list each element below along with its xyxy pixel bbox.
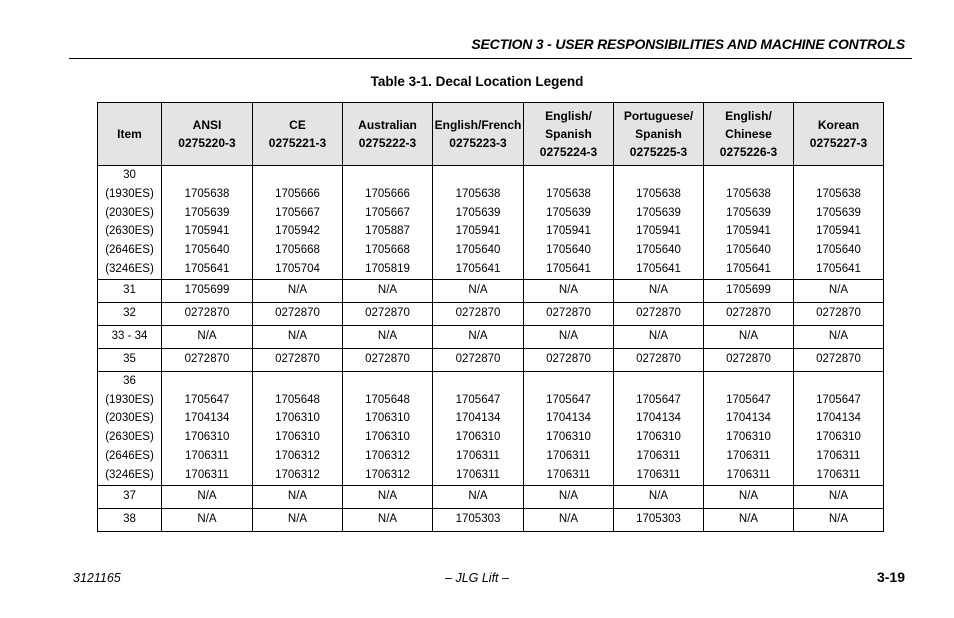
part-number-cell — [343, 166, 433, 280]
part-number-cell — [794, 279, 884, 302]
part-number-cell — [794, 302, 884, 325]
part-number-cell — [704, 371, 794, 485]
column-header-line: ANSI — [192, 118, 222, 132]
part-number: N/A — [377, 490, 398, 503]
part-number: N/A — [738, 490, 759, 503]
part-number-cell — [614, 166, 704, 280]
part-number: 1706311 — [726, 468, 771, 481]
part-number: 1705941 — [636, 225, 681, 238]
part-number-cell — [704, 325, 794, 348]
part-number: 1706310 — [455, 431, 501, 444]
column-header-line: 0275227-3 — [809, 136, 868, 150]
part-number-cell — [704, 485, 794, 508]
part-number-cell — [253, 508, 343, 531]
part-number: 1704134 — [455, 412, 501, 425]
part-number: 1705638 — [546, 187, 591, 200]
part-number: N/A — [738, 513, 759, 526]
part-number: 1705941 — [184, 225, 230, 238]
part-number-cell — [253, 279, 343, 302]
part-number: 1705640 — [726, 244, 771, 257]
part-number: 1705699 — [184, 284, 230, 297]
part-number: 1705639 — [455, 206, 501, 219]
part-number: 1705640 — [184, 244, 230, 257]
part-number: 1705641 — [184, 262, 230, 275]
part-number: N/A — [558, 513, 579, 526]
part-number: N/A — [287, 330, 308, 343]
part-number-cell — [433, 508, 524, 531]
column-header — [433, 103, 524, 166]
part-number-cell — [162, 325, 253, 348]
section-header: SECTION 3 - USER RESPONSIBILITIES AND MACHINE CONTROLS — [471, 36, 905, 52]
part-number: 1706312 — [365, 449, 410, 462]
item-line: (2030ES) — [105, 412, 154, 425]
part-number-cell — [524, 485, 614, 508]
part-number: N/A — [377, 513, 398, 526]
part-number-cell — [433, 166, 524, 280]
part-number: 1705667 — [275, 206, 320, 219]
part-number-cell — [433, 371, 524, 485]
part-number: 1705640 — [816, 244, 861, 257]
part-number-cell — [524, 508, 614, 531]
part-number-cell — [162, 302, 253, 325]
part-number: 1706311 — [456, 468, 500, 481]
part-number-cell — [614, 371, 704, 485]
part-number-cell — [343, 348, 433, 371]
cell-spacer — [343, 372, 432, 391]
part-number-cell — [524, 166, 614, 280]
item-line: 31 — [123, 284, 136, 297]
decal-location-table — [97, 102, 884, 532]
part-number-cell — [614, 302, 704, 325]
part-number: 1705819 — [365, 262, 410, 275]
part-number: 0272870 — [365, 307, 410, 320]
cell-spacer — [162, 372, 252, 391]
part-number: 0272870 — [726, 307, 771, 320]
header-rule — [69, 58, 912, 59]
item-cell — [98, 348, 162, 371]
part-number-cell — [704, 279, 794, 302]
part-number: 1705639 — [184, 206, 230, 219]
part-number-cell — [433, 302, 524, 325]
part-number: 1705648 — [365, 393, 410, 406]
part-number: N/A — [648, 284, 669, 297]
item-line: (2646ES) — [105, 244, 154, 257]
part-number: 1705638 — [184, 187, 230, 200]
part-number-cell — [253, 348, 343, 371]
part-number: 1706312 — [365, 468, 410, 481]
table-body — [98, 166, 884, 532]
part-number-cell — [524, 325, 614, 348]
part-number: 0272870 — [636, 353, 681, 366]
part-number: 1704134 — [184, 412, 230, 425]
item-cell — [98, 485, 162, 508]
part-number: 1705641 — [816, 262, 861, 275]
cell-spacer — [433, 372, 523, 391]
column-header-line: Spanish — [635, 127, 682, 141]
cell-spacer — [524, 372, 613, 391]
part-number: 0272870 — [275, 307, 320, 320]
cell-spacer — [253, 372, 342, 391]
part-number: 1706311 — [456, 449, 500, 462]
part-number-cell — [614, 508, 704, 531]
item-line: 37 — [123, 490, 136, 503]
item-line: 36 — [123, 374, 136, 387]
part-number-cell — [433, 348, 524, 371]
item-cell — [98, 508, 162, 531]
part-number: 1704134 — [816, 412, 861, 425]
part-number-cell — [343, 485, 433, 508]
column-header-line: 0275223-3 — [449, 136, 507, 150]
part-number-cell — [343, 302, 433, 325]
part-number: 1706310 — [546, 431, 591, 444]
part-number: N/A — [648, 330, 669, 343]
part-number: 1705641 — [455, 262, 501, 275]
cell-spacer — [524, 166, 613, 185]
part-number: N/A — [197, 330, 217, 343]
part-number: 1706311 — [816, 468, 861, 481]
part-number: 1705638 — [636, 187, 681, 200]
part-number: N/A — [558, 490, 579, 503]
part-number: 1706311 — [185, 449, 229, 462]
cell-spacer — [614, 166, 703, 185]
column-header-line: 0275222-3 — [358, 136, 417, 150]
part-number: 1706311 — [636, 449, 681, 462]
part-number: 1705647 — [184, 393, 230, 406]
part-number-cell — [614, 325, 704, 348]
column-header — [614, 103, 704, 166]
cell-spacer — [433, 166, 523, 185]
part-number-cell — [253, 325, 343, 348]
table-row — [98, 279, 884, 302]
part-number-cell — [162, 279, 253, 302]
item-line: (2630ES) — [105, 225, 154, 238]
cell-spacer — [162, 166, 252, 185]
cell-spacer — [343, 166, 432, 185]
part-number-cell — [704, 302, 794, 325]
part-number: N/A — [828, 284, 849, 297]
column-header — [162, 103, 253, 166]
column-header-line: Spanish — [545, 127, 592, 141]
footer-brand: – JLG Lift – — [445, 571, 509, 585]
part-number-cell — [162, 485, 253, 508]
part-number: 1705641 — [726, 262, 771, 275]
part-number: 1706310 — [365, 431, 410, 444]
part-number: 1705647 — [636, 393, 681, 406]
part-number: N/A — [558, 284, 579, 297]
table-row — [98, 508, 884, 531]
part-number: 1706312 — [275, 449, 320, 462]
part-number: 1706311 — [546, 449, 591, 462]
part-number: 1705666 — [275, 187, 320, 200]
part-number: 1706310 — [275, 412, 320, 425]
column-header-line: Korean — [817, 118, 860, 132]
part-number: N/A — [197, 513, 217, 526]
part-number-cell — [162, 371, 253, 485]
part-number-cell — [253, 302, 343, 325]
part-number: 1705667 — [365, 206, 410, 219]
cell-spacer — [704, 166, 793, 185]
part-number-cell — [162, 508, 253, 531]
part-number: 1705638 — [726, 187, 771, 200]
part-number: 1706311 — [185, 468, 229, 481]
part-number: 1705641 — [636, 262, 681, 275]
item-line: (2630ES) — [105, 431, 154, 444]
cell-spacer — [614, 372, 703, 391]
table-row — [98, 166, 884, 280]
part-number: N/A — [287, 513, 308, 526]
part-number-cell — [794, 508, 884, 531]
column-header-line: 0275220-3 — [178, 136, 236, 150]
part-number-cell — [614, 485, 704, 508]
item-line: (3246ES) — [105, 262, 154, 275]
table-row — [98, 302, 884, 325]
part-number: 0272870 — [816, 307, 861, 320]
part-number-cell — [343, 325, 433, 348]
part-number: 1705941 — [546, 225, 591, 238]
part-number: N/A — [468, 490, 488, 503]
part-number: 0272870 — [636, 307, 681, 320]
table-row — [98, 485, 884, 508]
item-line: 35 — [123, 353, 136, 366]
part-number-cell — [162, 166, 253, 280]
document-number: 3121165 — [73, 571, 121, 585]
part-number-cell — [794, 371, 884, 485]
part-number: 0272870 — [184, 353, 230, 366]
part-number: 1705699 — [726, 284, 771, 297]
column-header-line: 0275221-3 — [268, 136, 327, 150]
part-number: 1706311 — [816, 449, 861, 462]
part-number: 1705941 — [726, 225, 771, 238]
part-number: 0272870 — [546, 307, 591, 320]
part-number-cell — [343, 508, 433, 531]
column-header-line: Portuguese/ — [623, 109, 694, 123]
cell-spacer — [253, 166, 342, 185]
part-number: 1705639 — [636, 206, 681, 219]
part-number: N/A — [377, 284, 398, 297]
column-header — [253, 103, 343, 166]
part-number-cell — [614, 279, 704, 302]
column-header-line: 0275224-3 — [539, 145, 598, 159]
part-number: 1706310 — [184, 431, 230, 444]
part-number-cell — [524, 371, 614, 485]
part-number: 1705303 — [636, 513, 681, 526]
part-number: 1706311 — [636, 468, 681, 481]
table-row — [98, 371, 884, 485]
item-cell — [98, 325, 162, 348]
part-number-cell — [433, 325, 524, 348]
item-line: 38 — [123, 513, 136, 526]
part-number-cell — [343, 279, 433, 302]
part-number: 1705640 — [546, 244, 591, 257]
part-number: 1705647 — [455, 393, 501, 406]
part-number: 1705303 — [455, 513, 501, 526]
part-number-cell — [433, 485, 524, 508]
part-number-cell — [614, 348, 704, 371]
part-number: 0272870 — [816, 353, 861, 366]
column-header-line: Chinese — [725, 127, 772, 141]
part-number-cell — [794, 325, 884, 348]
part-number: N/A — [828, 490, 849, 503]
part-number: 1705668 — [365, 244, 410, 257]
part-number: 0272870 — [184, 307, 230, 320]
item-line: (3246ES) — [105, 468, 154, 481]
part-number: 1706310 — [726, 431, 771, 444]
part-number: 0272870 — [546, 353, 591, 366]
item-line: (2646ES) — [105, 449, 154, 462]
part-number: 1705647 — [816, 393, 861, 406]
part-number-cell — [253, 166, 343, 280]
part-number: 0272870 — [365, 353, 410, 366]
part-number: N/A — [468, 330, 488, 343]
item-line: (1930ES) — [105, 187, 154, 200]
part-number: 0272870 — [726, 353, 771, 366]
part-number: 1705640 — [636, 244, 681, 257]
part-number: N/A — [648, 490, 669, 503]
part-number: 1705647 — [726, 393, 771, 406]
part-number: N/A — [377, 330, 398, 343]
item-line: (1930ES) — [105, 393, 154, 406]
part-number: 0272870 — [455, 353, 501, 366]
part-number: N/A — [828, 513, 849, 526]
column-header-line: English/ — [545, 109, 592, 123]
column-header — [524, 103, 614, 166]
part-number: 1705641 — [546, 262, 591, 275]
part-number: 1705887 — [365, 225, 410, 238]
part-number: 1705704 — [275, 262, 320, 275]
part-number: N/A — [287, 490, 308, 503]
part-number: 1706310 — [275, 431, 320, 444]
column-header — [98, 103, 162, 166]
part-number: 0272870 — [275, 353, 320, 366]
part-number: N/A — [738, 330, 759, 343]
part-number-cell — [253, 485, 343, 508]
cell-spacer — [704, 372, 793, 391]
part-number: N/A — [468, 284, 488, 297]
part-number: 1706312 — [275, 468, 320, 481]
column-header — [704, 103, 794, 166]
column-header-line: Australian — [358, 118, 417, 132]
part-number: 1705639 — [816, 206, 861, 219]
part-number-cell — [433, 279, 524, 302]
column-header — [794, 103, 884, 166]
part-number-cell — [253, 371, 343, 485]
item-line: (2030ES) — [105, 206, 154, 219]
part-number: 1705648 — [275, 393, 320, 406]
part-number: 1704134 — [546, 412, 591, 425]
part-number-cell — [524, 302, 614, 325]
part-number: 1706310 — [365, 412, 410, 425]
part-number: 1705640 — [455, 244, 501, 257]
part-number-cell — [524, 348, 614, 371]
item-line: 32 — [123, 307, 136, 320]
part-number: 1706310 — [636, 431, 681, 444]
part-number: 1705639 — [726, 206, 771, 219]
part-number-cell — [704, 348, 794, 371]
part-number: 1706310 — [816, 431, 861, 444]
part-number-cell — [162, 348, 253, 371]
cell-spacer — [794, 372, 883, 391]
column-header — [343, 103, 433, 166]
part-number: 1705941 — [816, 225, 861, 238]
table-row — [98, 348, 884, 371]
part-number: 1704134 — [636, 412, 681, 425]
part-number: 1705638 — [455, 187, 501, 200]
column-header-line: English/ — [725, 109, 772, 123]
table-caption: Table 3-1. Decal Location Legend — [370, 74, 584, 89]
column-header-line: Item — [117, 127, 142, 141]
part-number: 1705668 — [275, 244, 320, 257]
part-number: N/A — [828, 330, 849, 343]
part-number-cell — [343, 371, 433, 485]
part-number-cell — [794, 166, 884, 280]
part-number-cell — [794, 348, 884, 371]
part-number: 1705647 — [546, 393, 591, 406]
part-number-cell — [524, 279, 614, 302]
part-number-cell — [794, 485, 884, 508]
page-number: 3-19 — [876, 569, 905, 585]
part-number: 1705666 — [365, 187, 410, 200]
part-number: 0272870 — [455, 307, 501, 320]
table-header-row — [98, 103, 884, 166]
table-row — [98, 325, 884, 348]
column-header-line: 0275226-3 — [719, 145, 778, 159]
item-cell — [98, 166, 162, 280]
item-cell — [98, 371, 162, 485]
column-header-line: English/French — [434, 118, 522, 132]
part-number-cell — [704, 166, 794, 280]
column-header-line: 0275225-3 — [629, 145, 688, 159]
part-number: N/A — [287, 284, 308, 297]
item-cell — [98, 279, 162, 302]
item-cell — [98, 302, 162, 325]
part-number: 1705942 — [275, 225, 320, 238]
part-number: 1706311 — [726, 449, 771, 462]
item-line: 33 - 34 — [111, 330, 148, 343]
part-number: 1705639 — [546, 206, 591, 219]
part-number: 1705638 — [816, 187, 861, 200]
item-line: 30 — [123, 169, 136, 181]
column-header-line: CE — [289, 118, 306, 132]
part-number-cell — [704, 508, 794, 531]
part-number: 1706311 — [546, 468, 591, 481]
part-number: 1705941 — [455, 225, 501, 238]
part-number: 1704134 — [726, 412, 771, 425]
cell-spacer — [794, 166, 883, 185]
part-number: N/A — [558, 330, 579, 343]
part-number: N/A — [197, 490, 217, 503]
